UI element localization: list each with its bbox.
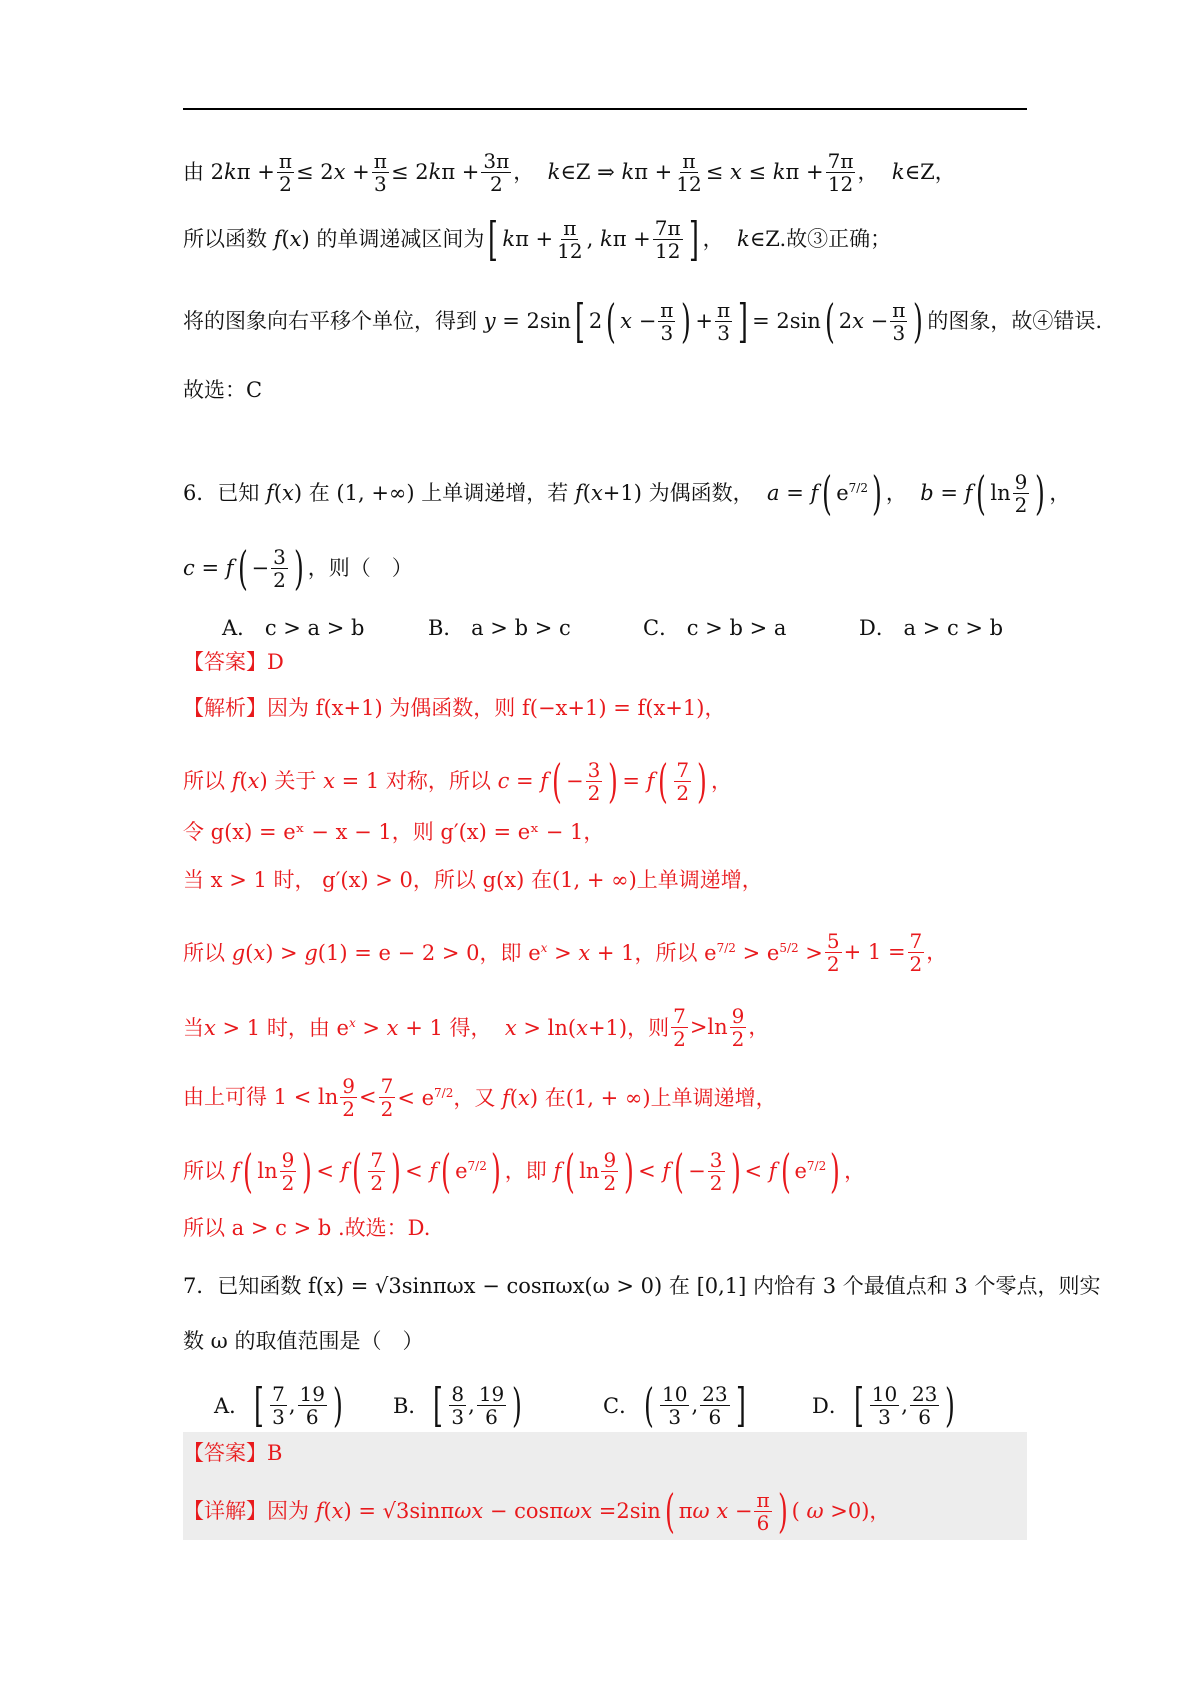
q6-option-a[interactable]: A． c > a > b xyxy=(222,616,365,640)
question-7-stem: 7．已知函数 f(x) = √3sinπωx − cosπωx(ω > 0) 在 [0,1] 内恰有 3 个最值点和 3 个零点，则实 xyxy=(183,1274,1101,1298)
q7-option-c[interactable]: C． ( $\frac{10}{3}$ , $\frac{23}{6}$ ] xyxy=(603,1378,746,1432)
q6-option-c[interactable]: C． c > b > a xyxy=(643,616,787,640)
q6-option-b[interactable]: B． a > b > c xyxy=(428,616,571,640)
q6-answer: 【答案】D xyxy=(183,650,284,674)
q6-solution-5: 所以 g(x) > g(1) = e − 2 > 0，即 $e^x > x + 1$，所以 $e^{7/2} > e^{5/2}$ > $\frac{5}{2}$ + 1 = $\frac{7}{2}$ ， xyxy=(183,929,948,976)
answer-line-prev: 故选：C xyxy=(183,378,263,402)
question-7-stem-2: 数 ω 的取值范围是（ ） xyxy=(183,1329,424,1353)
text-line-2: 所以函数 f(x) 的单调递减区间为 [ kπ + $\frac{\pi}{12}$ , kπ + $\frac{7\pi}{12}$ ] ， k∈Z.故③正确； xyxy=(183,212,892,266)
q7-option-d[interactable]: D． [ $\frac{10}{3}$ , $\frac{23}{6}$ ) xyxy=(812,1378,956,1432)
q7-answer: 【答案】B xyxy=(183,1441,283,1465)
q6-solution-2: 所以 f(x) 关于 x = 1 对称，所以 c = f ( − $\frac{3}{2}$ ) = f ( $\frac{7}{2}$ ) ， xyxy=(183,754,733,808)
q6-solution-1: 【解析】因为 f(x+1) 为偶函数，则 f(−x+1) = f(x+1)， xyxy=(183,696,726,720)
header-rule xyxy=(183,108,1027,110)
q6-option-d[interactable]: D． a > c > b xyxy=(859,616,1004,640)
question-6-stem-2: c = f ( − $\frac{3}{2}$ ) ，则（ ） xyxy=(183,541,413,595)
q6-solution-4: 当 x > 1 时， g′(x) > 0，所以 g(x) 在(1, + ∞)上单调递增， xyxy=(183,868,763,892)
q7-solution-1: 【详解】因为 f(x) = √3sinπωx − cosπωx =2sin ( πω x − $\frac{\pi}{6}$ ) ( ω >0)， xyxy=(183,1484,891,1538)
q6-solution-3: 令 g(x) = eˣ − x − 1，则 g′(x) = eˣ − 1， xyxy=(183,820,605,844)
q7-option-a[interactable]: A． [ $\frac{7}{3}$ , $\frac{19}{6}$ ) xyxy=(214,1378,343,1432)
question-6-stem: 6．已知 f(x) 在 (1, +∞) 上单调递增，若 f(x+1) 为偶函数， a = f ( $e^{7/2}$ ) ， b = f ( ln $\frac{9}{2}$ ) ， xyxy=(183,466,1071,520)
text-line-1: 由 2kπ + $\frac{\pi}{2}$ ≤ 2x + $\frac{\pi}{3}$ ≤ 2kπ + $\frac{3\pi}{2}$ ， k∈Z ⇒ kπ + $\frac{\pi}{12}$ ≤ x ≤ kπ + $\frac{7\pi}{12}$ ， k∈Z， xyxy=(183,149,956,196)
q6-solution-7: 由上可得 1 < ln $\frac{9}{2}$ < $\frac{7}{2}$ < $e^{7/2}$，又 f(x) 在(1, + ∞)上单调递增， xyxy=(183,1074,777,1121)
q6-solution-6: 当x > 1 时，由 $e^x > x + 1$ 得， x > ln(x+1)，则 $\frac{7}{2}$ >ln $\frac{9}{2}$ ， xyxy=(183,1004,770,1051)
text-line-3: 将的图象向右平移个单位，得到 y = 2sin [ 2 ( x − $\frac{\pi}{3}$ ) + $\frac{\pi}{3}$ ] = 2sin ( 2x − $\frac{\pi}{3}$ ) 的图象，故④错误. xyxy=(183,294,1103,348)
q6-solution-8: 所以 f ( ln $\frac{9}{2}$ ) < f ( $\frac{7}{2}$ ) < f ( $e^{7/2}$ ) ，即 f ( ln $\frac{9}{2}$ ) < f ( − $\frac{3}{2}$ ) < f ( $e^{7/2}$ ) ， xyxy=(183,1144,866,1198)
q7-option-b[interactable]: B． [ $\frac{8}{3}$ , $\frac{19}{6}$ ) xyxy=(393,1378,523,1432)
q6-solution-9: 所以 a > c > b .故选：D. xyxy=(183,1216,431,1240)
